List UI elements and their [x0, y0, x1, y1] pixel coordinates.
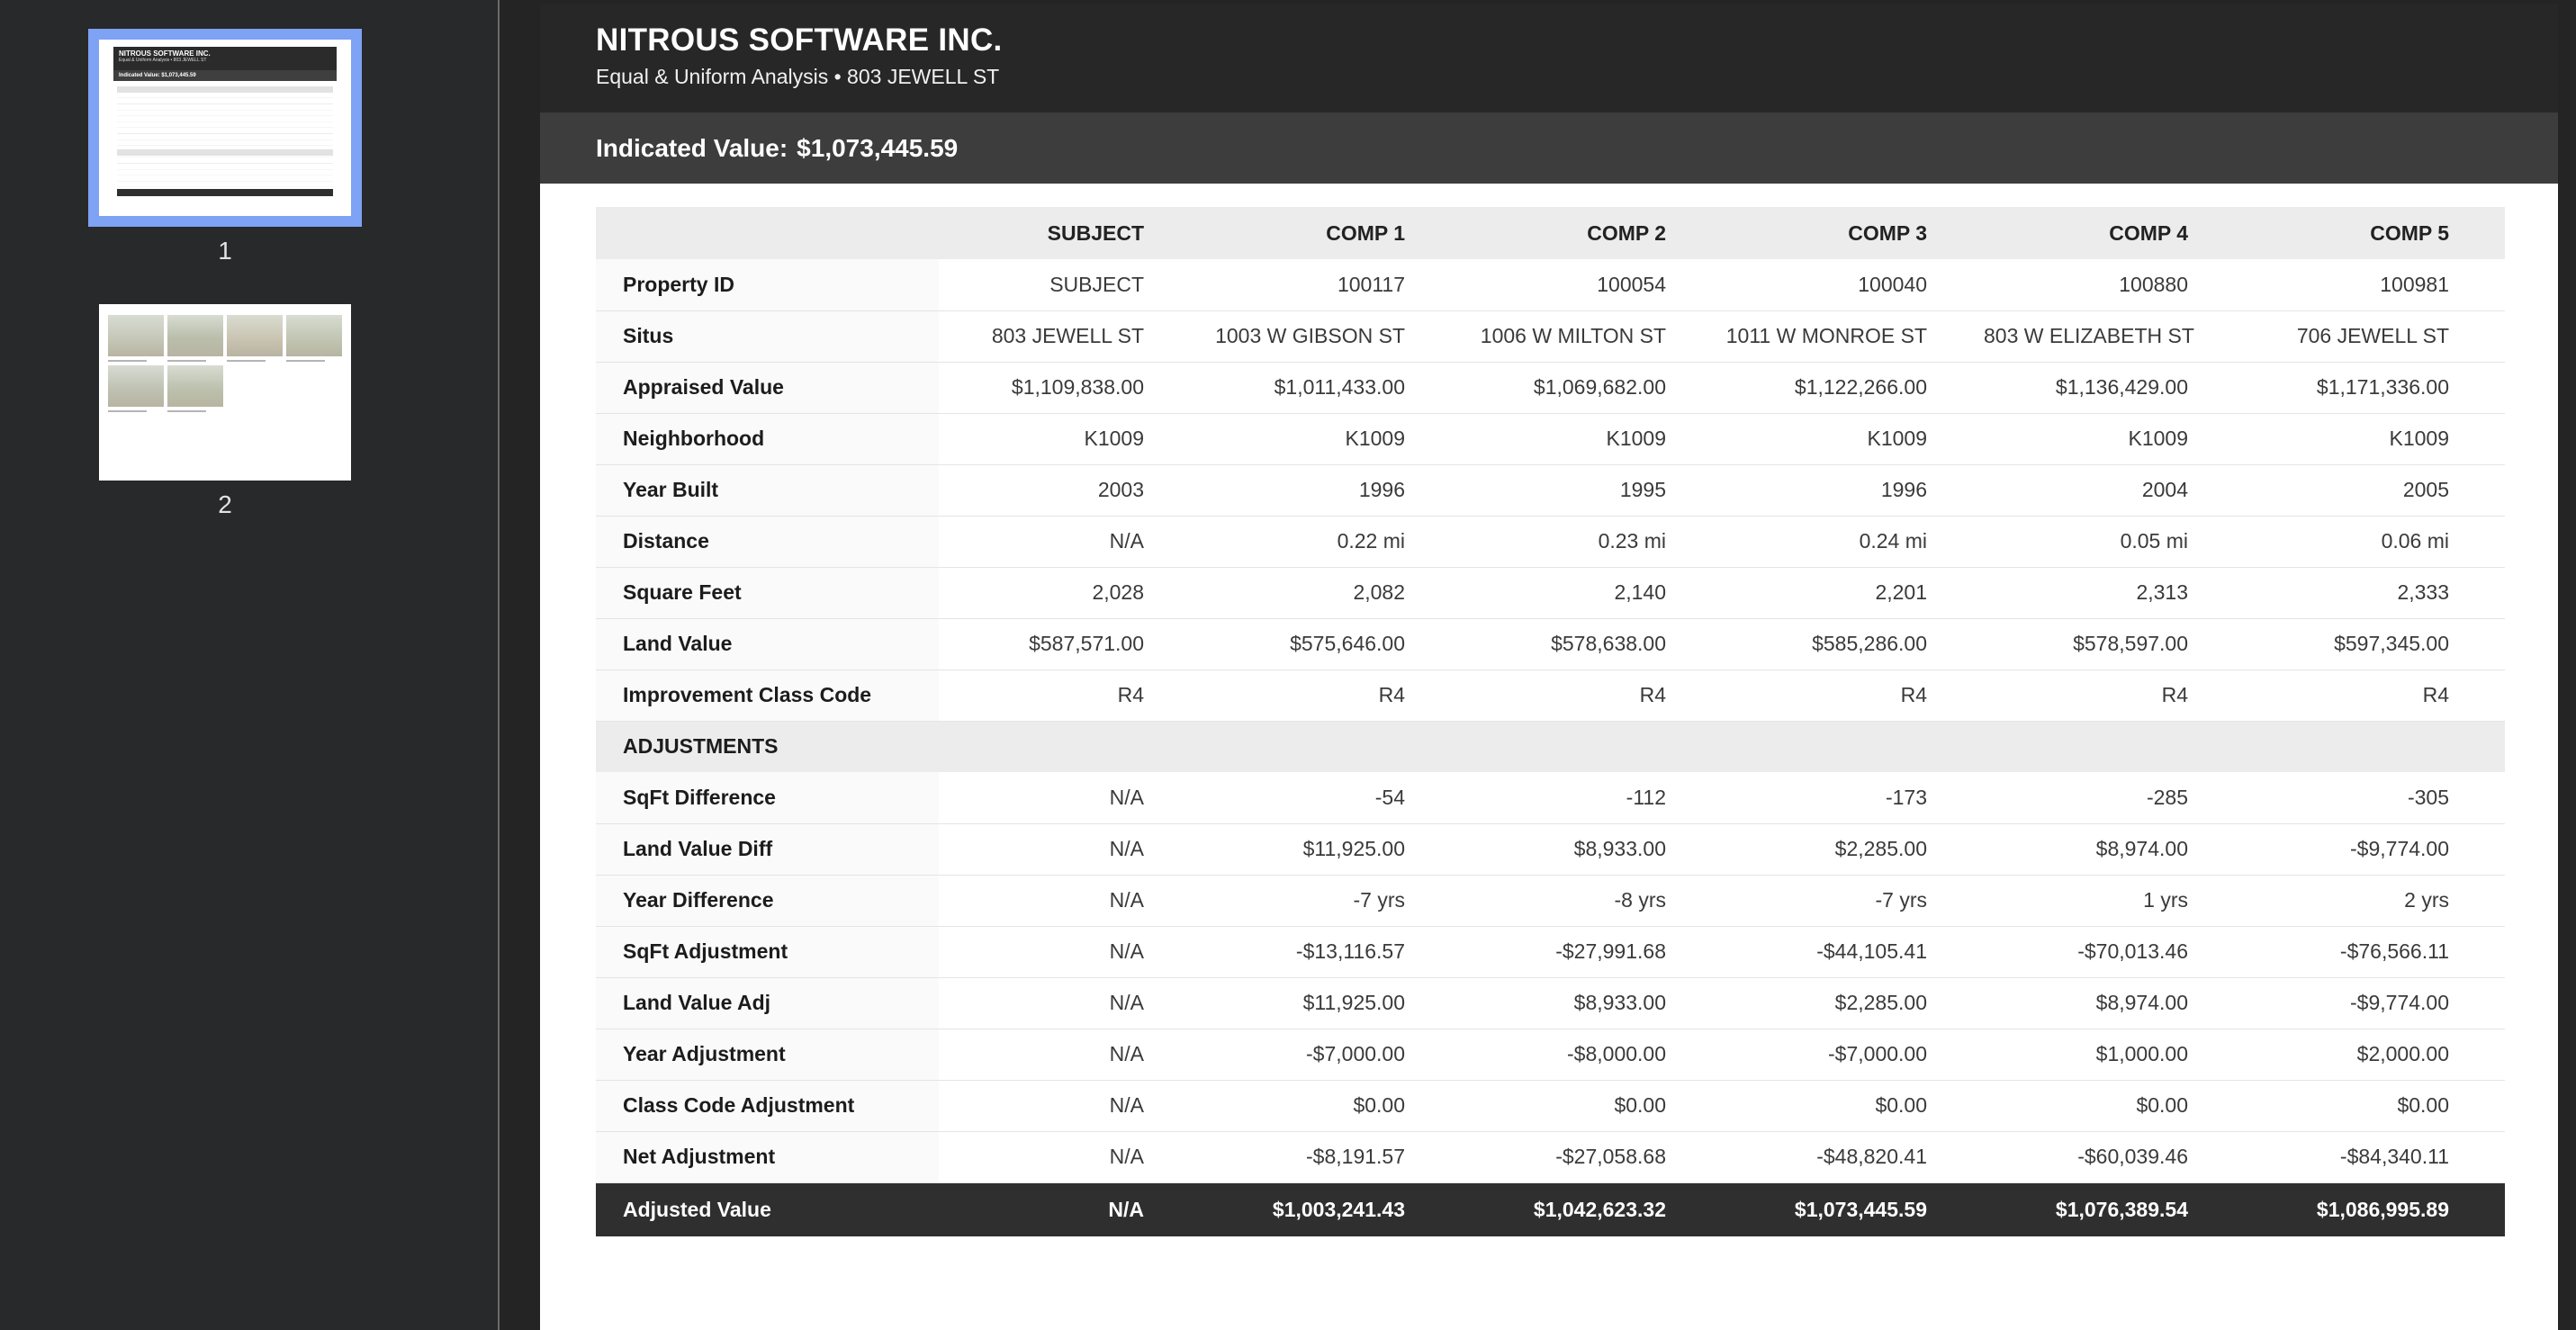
- cell-value: $1,003,241.43: [1200, 1182, 1461, 1236]
- row-label: SqFt Difference: [596, 772, 939, 823]
- cell-value: -305: [2244, 772, 2505, 823]
- cell-value: $0.00: [2244, 1080, 2505, 1131]
- cell-value: 1995: [1461, 464, 1722, 516]
- cell-value: -$7,000.00: [1200, 1029, 1461, 1080]
- cell-value: -$48,820.41: [1722, 1131, 1983, 1182]
- cell-value: $1,000.00: [1983, 1029, 2244, 1080]
- cell-value: 0.22 mi: [1200, 516, 1461, 567]
- row-label: Land Value: [596, 618, 939, 669]
- row-label: Land Value Adj: [596, 977, 939, 1029]
- column-header: COMP 2: [1461, 207, 1722, 259]
- header-corner-cell: [596, 207, 939, 259]
- cell-value: 1011 W MONROE ST: [1722, 310, 1983, 362]
- table-row: [596, 669, 2505, 721]
- cell-value: -$84,340.11: [2244, 1131, 2505, 1182]
- table-row: [596, 875, 2505, 926]
- page-2-thumbnail-block: [99, 304, 351, 518]
- cell-value: 2003: [939, 464, 1200, 516]
- cell-value: 2,313: [1983, 567, 2244, 618]
- column-header: COMP 5: [2244, 207, 2505, 259]
- cell-value: $1,171,336.00: [2244, 362, 2505, 413]
- table-row: [596, 567, 2505, 618]
- cell-value: K1009: [1200, 413, 1461, 464]
- row-label: Improvement Class Code: [596, 669, 939, 721]
- cell-value: $11,925.00: [1200, 823, 1461, 875]
- cell-value: 100981: [2244, 259, 2505, 310]
- page-2-thumbnail[interactable]: [99, 304, 351, 481]
- cell-value: N/A: [939, 823, 1200, 875]
- column-header: COMP 1: [1200, 207, 1461, 259]
- page-1-thumbnail-block: [88, 29, 362, 265]
- cell-value: N/A: [939, 1131, 1200, 1182]
- cell-value: -$13,116.57: [1200, 926, 1461, 977]
- cell-value: $8,974.00: [1983, 977, 2244, 1029]
- cell-value: N/A: [939, 926, 1200, 977]
- cell-value: N/A: [939, 1080, 1200, 1131]
- table-row: [596, 516, 2505, 567]
- cell-value: -$9,774.00: [2244, 977, 2505, 1029]
- cell-value: $587,571.00: [939, 618, 1200, 669]
- table-row: [596, 823, 2505, 875]
- photo-caption-line: [227, 360, 266, 362]
- cell-value: 100117: [1200, 259, 1461, 310]
- column-header: SUBJECT: [939, 207, 1200, 259]
- table-row: [596, 464, 2505, 516]
- cell-value: $1,042,623.32: [1461, 1182, 1722, 1236]
- mini-footer-band: [117, 189, 333, 196]
- property-photo: [108, 365, 164, 407]
- photo-caption-line: [167, 410, 206, 412]
- cell-value: 100040: [1722, 259, 1983, 310]
- cell-value: 803 JEWELL ST: [939, 310, 1200, 362]
- cell-value: $1,136,429.00: [1983, 362, 2244, 413]
- cell-value: $597,345.00: [2244, 618, 2505, 669]
- row-label: Adjusted Value: [596, 1182, 939, 1236]
- cell-value: R4: [1722, 669, 1983, 721]
- cell-value: K1009: [1722, 413, 1983, 464]
- page-1-number: 1: [218, 237, 232, 265]
- cell-value: $8,974.00: [1983, 823, 2244, 875]
- property-photo: [108, 315, 164, 356]
- cell-value: $0.00: [1200, 1080, 1461, 1131]
- thumbnail-sidebar: [0, 0, 498, 1330]
- cell-value: -285: [1983, 772, 2244, 823]
- table-row: [596, 926, 2505, 977]
- cell-value: 2,140: [1461, 567, 1722, 618]
- cell-value: $1,073,445.59: [1722, 1182, 1983, 1236]
- row-label: Square Feet: [596, 567, 939, 618]
- cell-value: $1,109,838.00: [939, 362, 1200, 413]
- cell-value: $2,285.00: [1722, 823, 1983, 875]
- photo-caption-line: [108, 410, 147, 412]
- cell-value: 2004: [1983, 464, 2244, 516]
- photo-caption-line: [167, 360, 206, 362]
- table-row: [596, 413, 2505, 464]
- cell-value: 706 JEWELL ST: [2244, 310, 2505, 362]
- photo-caption-line: [108, 360, 147, 362]
- cell-value: -$44,105.41: [1722, 926, 1983, 977]
- cell-value: 2,201: [1722, 567, 1983, 618]
- row-label: Class Code Adjustment: [596, 1080, 939, 1131]
- cell-value: -8 yrs: [1461, 875, 1722, 926]
- cell-value: R4: [2244, 669, 2505, 721]
- cell-value: N/A: [939, 516, 1200, 567]
- indicated-value-label: Indicated Value:: [596, 133, 788, 162]
- cell-value: -7 yrs: [1722, 875, 1983, 926]
- cell-value: $0.00: [1722, 1080, 1983, 1131]
- cell-value: $2,000.00: [2244, 1029, 2505, 1080]
- cell-value: 0.06 mi: [2244, 516, 2505, 567]
- cell-value: $2,285.00: [1722, 977, 1983, 1029]
- property-photo: [286, 315, 342, 356]
- cell-value: -54: [1200, 772, 1461, 823]
- column-header: COMP 3: [1722, 207, 1983, 259]
- row-label: Property ID: [596, 259, 939, 310]
- doc-title: NITROUS SOFTWARE INC.: [596, 22, 1003, 58]
- cell-value: -112: [1461, 772, 1722, 823]
- doc-subtitle: Equal & Uniform Analysis • 803 JEWELL ST: [596, 65, 1000, 88]
- cell-value: -7 yrs: [1200, 875, 1461, 926]
- cell-value: $1,069,682.00: [1461, 362, 1722, 413]
- cell-value: N/A: [939, 977, 1200, 1029]
- mini-doc-subtitle: Equal & Uniform Analysis • 803 JEWELL ST: [119, 58, 207, 63]
- cell-value: $578,638.00: [1461, 618, 1722, 669]
- cell-value: $0.00: [1983, 1080, 2244, 1131]
- cell-value: K1009: [939, 413, 1200, 464]
- cell-value: R4: [1461, 669, 1722, 721]
- photo-row-1: [108, 315, 342, 356]
- row-label: SqFt Adjustment: [596, 926, 939, 977]
- cell-value: 1 yrs: [1983, 875, 2244, 926]
- table-row: [596, 1029, 2505, 1080]
- row-label: Neighborhood: [596, 413, 939, 464]
- cell-value: 1003 W GIBSON ST: [1200, 310, 1461, 362]
- table-row: [596, 772, 2505, 823]
- table-header-row: [596, 207, 2505, 259]
- indicated-value-bar: [540, 112, 2558, 184]
- page-1-thumbnail[interactable]: [88, 29, 362, 227]
- section-header-label: ADJUSTMENTS: [596, 721, 2505, 772]
- cell-value: -$60,039.46: [1983, 1131, 2244, 1182]
- cell-value: 2,333: [2244, 567, 2505, 618]
- cell-value: -173: [1722, 772, 1983, 823]
- mini-doc-title: NITROUS SOFTWARE INC.: [119, 49, 211, 58]
- section-header-row: [596, 721, 2505, 772]
- photo-row-2: [108, 365, 342, 407]
- row-label: Year Adjustment: [596, 1029, 939, 1080]
- cell-value: 2,082: [1200, 567, 1461, 618]
- cell-value: -$27,991.68: [1461, 926, 1722, 977]
- cell-value: N/A: [939, 875, 1200, 926]
- doc-header: [540, 4, 2558, 112]
- cell-value: R4: [939, 669, 1200, 721]
- cell-value: -$7,000.00: [1722, 1029, 1983, 1080]
- page-2-number: 2: [218, 490, 232, 518]
- mini-indicated-bar: Indicated Value: $1,073,445.59: [113, 70, 337, 81]
- comparables-table-wrap: [596, 207, 2505, 1236]
- cell-value: $8,933.00: [1461, 823, 1722, 875]
- cell-value: $578,597.00: [1983, 618, 2244, 669]
- table-row: [596, 1131, 2505, 1182]
- cell-value: -$8,191.57: [1200, 1131, 1461, 1182]
- cell-value: $1,122,266.00: [1722, 362, 1983, 413]
- cell-value: 100880: [1983, 259, 2244, 310]
- cell-value: 100054: [1461, 259, 1722, 310]
- table-row: [596, 1080, 2505, 1131]
- cell-value: -$27,058.68: [1461, 1131, 1722, 1182]
- property-photo: [227, 315, 283, 356]
- column-header: COMP 4: [1983, 207, 2244, 259]
- cell-value: $11,925.00: [1200, 977, 1461, 1029]
- cell-value: 0.24 mi: [1722, 516, 1983, 567]
- cell-value: 1996: [1722, 464, 1983, 516]
- cell-value: N/A: [939, 772, 1200, 823]
- cell-value: -$76,566.11: [2244, 926, 2505, 977]
- photo-caption-line: [286, 360, 325, 362]
- row-label: Appraised Value: [596, 362, 939, 413]
- cell-value: -$8,000.00: [1461, 1029, 1722, 1080]
- row-label: Situs: [596, 310, 939, 362]
- row-label: Net Adjustment: [596, 1131, 939, 1182]
- cell-value: $0.00: [1461, 1080, 1722, 1131]
- row-label: Distance: [596, 516, 939, 567]
- table-row: [596, 310, 2505, 362]
- cell-value: R4: [1200, 669, 1461, 721]
- cell-value: -$9,774.00: [2244, 823, 2505, 875]
- row-label: Year Difference: [596, 875, 939, 926]
- document-viewer[interactable]: [500, 0, 2576, 1330]
- cell-value: 803 W ELIZABETH ST: [1983, 310, 2244, 362]
- row-label: Land Value Diff: [596, 823, 939, 875]
- comparables-table: [596, 207, 2505, 1236]
- mini-table: [117, 86, 333, 196]
- page-2-preview: [99, 304, 351, 481]
- cell-value: $1,086,995.89: [2244, 1182, 2505, 1236]
- cell-value: 2005: [2244, 464, 2505, 516]
- cell-value: $585,286.00: [1722, 618, 1983, 669]
- indicated-value-amount: $1,073,445.59: [797, 133, 959, 162]
- cell-value: N/A: [939, 1182, 1200, 1236]
- table-row: [596, 259, 2505, 310]
- cell-value: 2,028: [939, 567, 1200, 618]
- cell-value: SUBJECT: [939, 259, 1200, 310]
- cell-value: R4: [1983, 669, 2244, 721]
- property-photo: [167, 315, 223, 356]
- cell-value: $575,646.00: [1200, 618, 1461, 669]
- mini-adjustments-band: [117, 149, 333, 156]
- table-row: [596, 977, 2505, 1029]
- cell-value: N/A: [939, 1029, 1200, 1080]
- cell-value: 1996: [1200, 464, 1461, 516]
- cell-value: 2 yrs: [2244, 875, 2505, 926]
- document-page-1: [540, 4, 2558, 1330]
- cell-value: 0.05 mi: [1983, 516, 2244, 567]
- cell-value: $8,933.00: [1461, 977, 1722, 1029]
- cell-value: $1,076,389.54: [1983, 1182, 2244, 1236]
- adjusted-value-row: [596, 1182, 2505, 1236]
- cell-value: K1009: [1983, 413, 2244, 464]
- mini-doc-header: [113, 47, 337, 70]
- cell-value: $1,011,433.00: [1200, 362, 1461, 413]
- cell-value: 1006 W MILTON ST: [1461, 310, 1722, 362]
- cell-value: -$70,013.46: [1983, 926, 2244, 977]
- table-row: [596, 618, 2505, 669]
- row-label: Year Built: [596, 464, 939, 516]
- property-photo: [167, 365, 223, 407]
- cell-value: K1009: [1461, 413, 1722, 464]
- mini-table-header: [117, 86, 333, 93]
- cell-value: 0.23 mi: [1461, 516, 1722, 567]
- cell-value: K1009: [2244, 413, 2505, 464]
- page-1-preview: [99, 40, 351, 216]
- table-row: [596, 362, 2505, 413]
